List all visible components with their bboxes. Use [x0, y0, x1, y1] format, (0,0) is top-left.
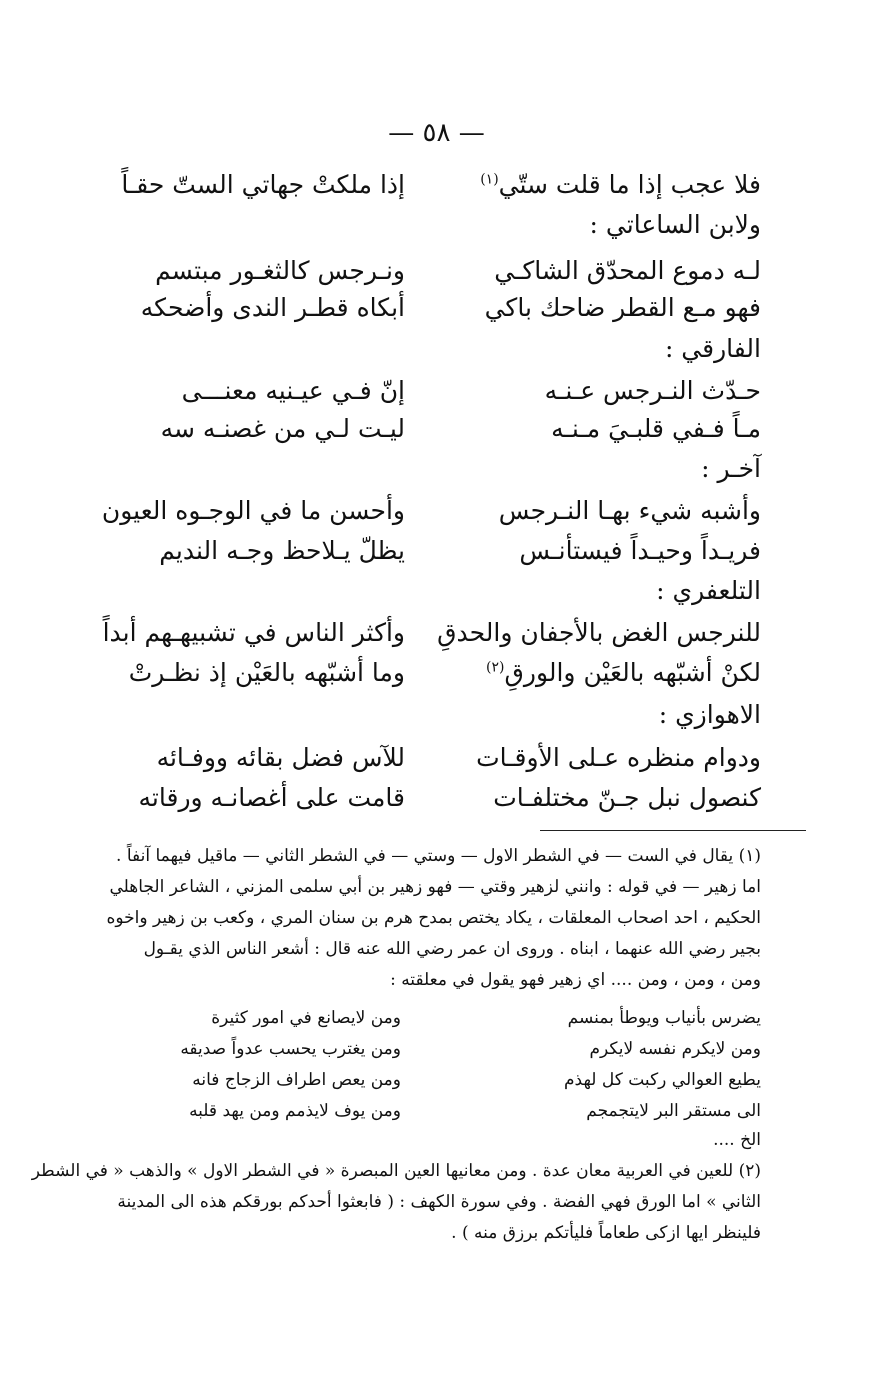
poet-heading: آخـر : — [701, 454, 761, 483]
verse-first-hemistich: أبكاه قطـر الندى وأضحكه — [140, 293, 405, 322]
verse-first-hemistich: إنّ فـي عيـنيه معنـــى — [181, 376, 405, 405]
poet-heading: ولابن الساعاتي : — [589, 210, 761, 239]
verse-second-hemistich: حـدّث النـرجس عـنـه — [544, 376, 761, 405]
verse-first-hemistich: يظلّ يـلاحظ وجـه النديم — [159, 536, 405, 565]
footnote-line: فلينظر ايها ازكى طعاماً فليأتكم برزق منه ) . — [451, 1223, 761, 1243]
footnote-line: (٢) للعين في العربية معان عدة . ومن معانيها العين المبصرة « في الشطر الاول » والذهب « في الشطر — [31, 1161, 761, 1181]
footnote-verse-second: الى مستقر البر لايتجمجم — [586, 1101, 761, 1121]
footnote-verse-second: ومن لايكرم نفسه لايكرم — [589, 1039, 761, 1059]
page-number: — ٥٨ — — [388, 118, 485, 148]
verse-first-hemistich: ونـرجس كالثغـور مبتسم — [155, 256, 405, 285]
verse-second-hemistich: للنرجس الغض بالأجفان والحدقِ — [437, 618, 761, 647]
footnote-line: اما زهير — في قوله : وانني لزهير وقتي — فهو زهير بن أبي سلمى المزني ، الشاعر الجاهلي — [109, 877, 761, 897]
verse-second-hemistich: فريـداً وحيـداً فيستأنـس — [519, 536, 761, 565]
poet-heading: الفارقي : — [664, 334, 761, 363]
footnote-line: (١) يقال في الست — في الشطر الاول — وستي — في الشطر الثاني — ماقيل فيهما آنفاً . — [116, 846, 761, 866]
footnote-line: ومن ، ومن ، ومن .... اي زهير فهو يقول في معلقته : — [390, 970, 761, 990]
footnote-verse-second: يضرس بأنياب ويوطأ بمنسم — [567, 1008, 761, 1028]
poet-heading: الاهوازي : — [658, 700, 761, 729]
footnote-verse-first: ومن لايصانع في امور كثيرة — [211, 1008, 401, 1028]
verse-first-hemistich: قامت على أغصانـه ورقاته — [138, 783, 405, 812]
verse-first-hemistich: وما أشبّهه بالعَيْن إذ نظـرتْ — [128, 658, 405, 687]
verse-second-hemistich: مـاً فـفي قلبـيَ مـنـه — [551, 414, 761, 443]
footnote-verse-first: ومن يوف لايذمم ومن يهد قلبه — [189, 1101, 401, 1121]
footnote-marker: (١) — [480, 171, 499, 188]
footnote-line: الثاني » اما الورق فهي الفضة . وفي سورة الكهف : ( فابعثوا أحدكم بورقكم هذه الى المدينة — [117, 1192, 761, 1212]
footnote-line: الخ .... — [713, 1130, 761, 1150]
verse-first-hemistich: وأكثر الناس في تشبيهـهم أبداً — [102, 618, 405, 647]
verse-second-hemistich: فلا عجب إذا ما قلت ستّي$^{(١)}$ — [480, 170, 761, 199]
footnote-marker: (٢) — [486, 659, 505, 676]
footnote-verse-first: ومن يغترب يحسب عدواً صديقه — [180, 1039, 401, 1059]
verse-first-hemistich: ليـت لـي من غصنـه سه — [160, 414, 405, 443]
verse-second-hemistich: ودوام منظره عـلى الأوقـات — [476, 743, 761, 772]
verse-first-hemistich: للآس فضل بقائه ووفـائه — [156, 743, 405, 772]
footnote-line: بجير رضي الله عنهما ، ابناه . وروى ان عمر رضي الله عنه قال : أشعر الناس الذي يقـول — [143, 939, 761, 959]
verse-second-hemistich: لـه دموع المحدّق الشاكـي — [494, 256, 761, 285]
verse-second-hemistich: وأشبه شيء بهـا النـرجس — [498, 496, 761, 525]
verse-second-hemistich: كنصول نبل جـنّ مختلفـات — [493, 783, 761, 812]
footnote-verse-first: ومن يعص اطراف الزجاج فانه — [192, 1070, 401, 1090]
verse-first-hemistich: وأحسن ما في الوجـوه العيون — [101, 496, 405, 525]
verse-first-hemistich: إذا ملكتْ جهاتي الستّ حقـاً — [121, 170, 405, 199]
verse-second-hemistich: فهو مـع القطر ضاحك باكي — [484, 293, 761, 322]
footnote-line: الحكيم ، احد اصحاب المعلقات ، يكاد يختص بمدح هرم بن سنان المري ، وكعب بن زهير واخوه — [106, 908, 761, 928]
footnote-separator — [540, 830, 806, 831]
verse-second-hemistich: لكنْ أشبّهه بالعَيْن والورقِ$^{(٢)}$ — [486, 658, 761, 687]
poet-heading: التلعفري : — [656, 576, 761, 605]
footnote-verse-second: يطيع العوالي ركبت كل لهذم — [564, 1070, 761, 1090]
